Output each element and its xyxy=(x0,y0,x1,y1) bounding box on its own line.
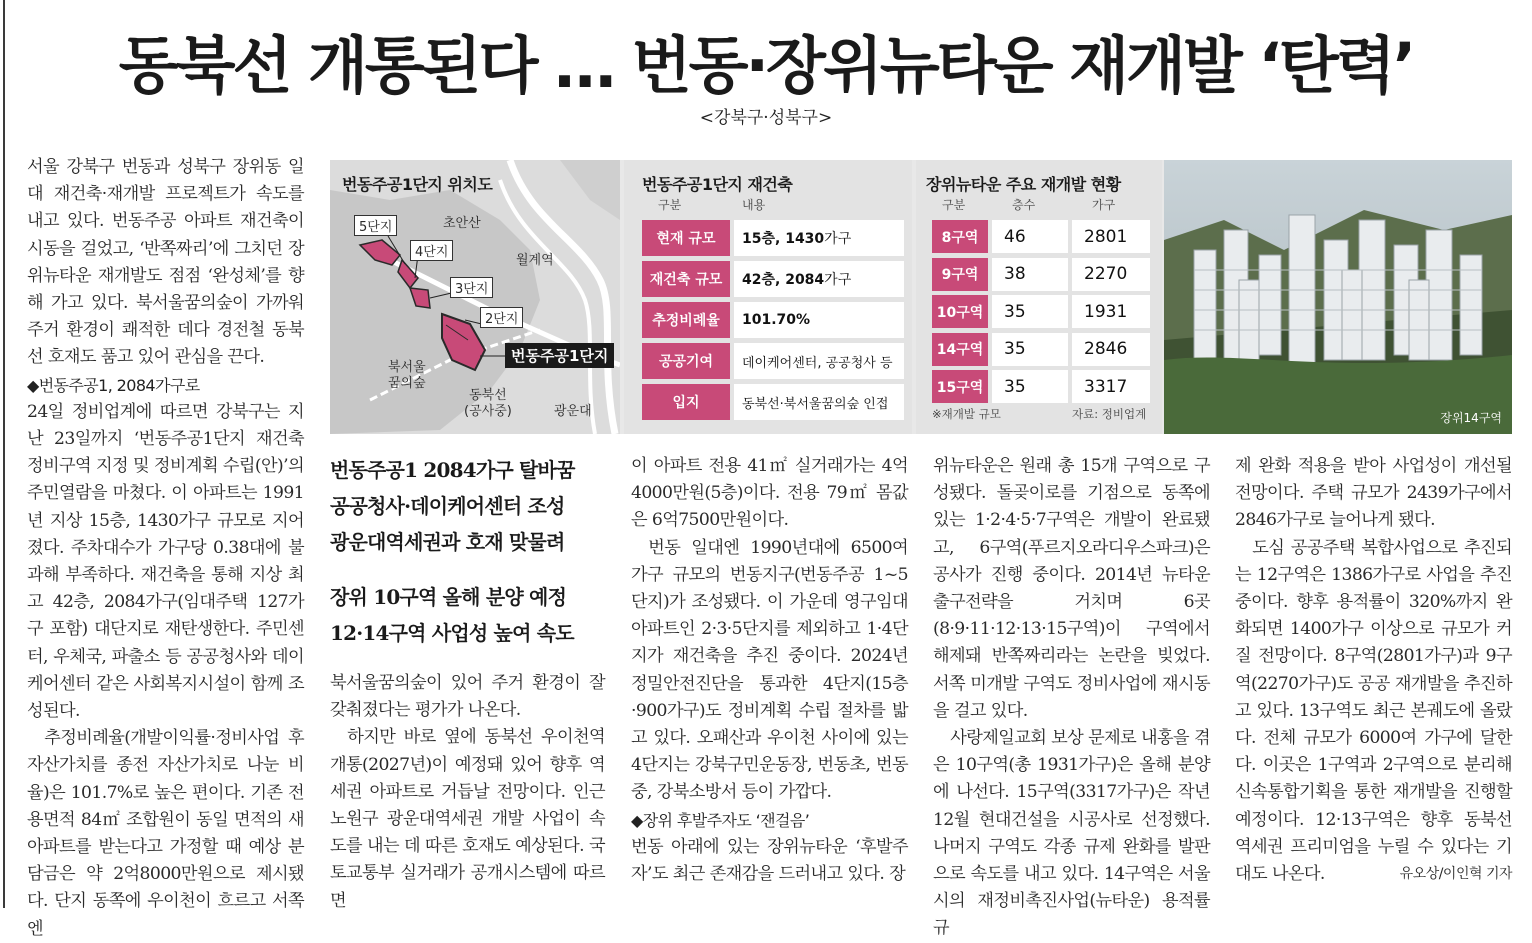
map-label-d4: 4단지 xyxy=(410,240,453,261)
section-subheading: ◆번동주공1, 2084가구로 xyxy=(27,375,200,395)
subdeck-line: 번동주공1 2084가구 탈바꿈 xyxy=(330,458,575,482)
rendering-illustration xyxy=(1164,160,1512,434)
rebuild-row-value-rest: 데이케어센터, 공공청사 등 xyxy=(742,355,893,371)
rebuild-table-panel xyxy=(624,160,912,434)
byline: 유오상/이인혁 기자 xyxy=(1399,866,1512,883)
rendering-photo xyxy=(1164,160,1512,434)
jangwi-floors-cell: 35 xyxy=(992,370,1068,403)
jangwi-zone-cell: 10구역 xyxy=(932,295,988,328)
paragraph: 하지만 바로 옆에 동북선 우이천역 개통(2027년)이 예정돼 있어 향후 역세권 아파트로 거듭날 전망이다. 인근 노원구 광운대역세권 개발 사업이 속도를 내는 데 따른 호재도 예상된다. 국토교통부 실거래가 공개시스템에 따르면 xyxy=(330,727,605,911)
map-label-d2: 2단지 xyxy=(480,307,523,328)
jangwi-units-cell: 2270 xyxy=(1072,258,1150,291)
rebuild-row-value-strong: 42층, 2084 xyxy=(742,272,825,288)
subheadlines xyxy=(330,452,600,651)
rebuild-header-content: 내용 xyxy=(742,198,766,212)
map-label-d3: 3단지 xyxy=(450,277,493,298)
paragraph: 번동 일대엔 1990년대에 6500여 가구 규모의 번동지구(번동주공 1~5단지)가 조성됐다. 이 가운데 영구임대 아파트인 2·3·5단지를 제외하고 1·4단지가 재건축을 추진 중이다. 2024년 정밀안전진단을 통과한 4단지(15층·900가구)도 정비계획 수립 절차를 밟고 있다. 오패산과 우이천 사이에 있는 4단지는 강북구민운동장, 번동초, 번동중, 강북소방서 등이 가깝다. xyxy=(631,537,908,803)
paragraph: 도심 공공주택 복합사업으로 추진되는 12구역은 1386가구로 사업을 추진 중이다. 향후 용적률이 320%까지 완화되면 1400가구 이상으로 규모가 커질 전망이다. 8구역(2801가구)과 9구역(2270가구)도 공공 재개발을 추진하고 있다. 13구역도 최근 본궤도에 올랐다. 전체 규모가 6000여 가구에 달한다. 이곳은 1구역과 2구역으로 분리해 신속통합기획을 통한 재개발을 진행할 예정이다. 12·13구역은 향후 동북선 역세권 프리미엄을 누릴 수 있다는 기대도 나온다. xyxy=(1235,537,1512,885)
subdeck-line: 광운대역세권과 호재 맞물려 xyxy=(330,530,565,554)
jangwi-header-zone: 구분 xyxy=(942,198,966,212)
page-edge-rule xyxy=(3,0,5,908)
map-label-dongbuk: 동북선 (공사중) xyxy=(464,388,512,419)
jangwi-units-cell: 3317 xyxy=(1072,370,1150,403)
map-label-choansan: 초안산 xyxy=(443,216,481,231)
subdeck-line: 공공청사·데이케어센터 조성 xyxy=(330,494,565,518)
article-column-5 xyxy=(1235,453,1512,888)
jangwi-zone-cell: 15구역 xyxy=(932,370,988,403)
rebuild-row-value xyxy=(734,302,904,338)
map-title: 번동주공1단지 위치도 xyxy=(342,175,493,194)
location-map xyxy=(330,160,620,434)
jangwi-note: ※재개발 규모 xyxy=(932,407,1001,421)
jangwi-title: 장위뉴타운 주요 재개발 현황 xyxy=(926,175,1121,194)
paragraph: 위뉴타운은 원래 총 15개 구역으로 구성됐다. 돌곶이로를 기점으로 동쪽에 있는 1·2·4·5·7구역은 개발이 완료됐고, 6구역(푸르지오라디우스파크)은 공사가 진행 중이다. 2014년 뉴타운 출구전략을 거치며 6곳(8·9·11·12·13·15구역)이 구역에서 해제돼 반쪽짜리라는 논란을 빚었다. 서쪽 미개발 구역도 정비사업에 재시동을 걸고 있다. xyxy=(933,456,1210,721)
info-graphic xyxy=(330,160,1512,434)
article-column-1 xyxy=(27,154,304,943)
rebuild-row-value xyxy=(734,261,904,297)
map-label-forest: 북서울 꿈의숲 xyxy=(388,360,426,391)
rebuild-row-value xyxy=(734,384,904,420)
photo-caption: 장위14구역 xyxy=(1440,411,1502,425)
jangwi-floors-cell: 46 xyxy=(992,220,1068,253)
paragraph: 번동 아래에 있는 장위뉴타운 ‘후발주자’도 최근 존재감을 드러내고 있다. 장 xyxy=(631,836,908,885)
jangwi-units-cell: 2846 xyxy=(1072,333,1150,366)
rebuild-row-value-strong: 15층, 1430 xyxy=(742,231,825,247)
rebuild-row-label: 현재 규모 xyxy=(642,220,730,256)
rebuild-row-value-rest: 가구 xyxy=(824,231,852,247)
jangwi-table-panel xyxy=(916,160,1162,434)
jangwi-units-cell: 2801 xyxy=(1072,220,1150,253)
map-label-wolgye: 월계역 xyxy=(516,253,554,268)
map-label-d5: 5단지 xyxy=(354,215,397,236)
map-label-d1: 번동주공1단지 xyxy=(505,343,614,368)
article-column-4 xyxy=(933,453,1210,943)
paragraph: 이 아파트 전용 41㎡ 실거래가는 4억4000만원(5층)이다. 전용 79㎡ 몸값은 6억7500만원이다. xyxy=(631,456,908,531)
rebuild-row-label: 입지 xyxy=(642,384,730,420)
paragraph: 제 완화 적용을 받아 사업성이 개선될 전망이다. 주택 규모가 2439가구에서 2846가구로 늘어나게 됐다. xyxy=(1235,456,1512,531)
article-column-2 xyxy=(330,670,605,915)
jangwi-zone-cell: 14구역 xyxy=(932,333,988,366)
rebuild-row-label: 재건축 규모 xyxy=(642,261,730,297)
jangwi-floors-cell: 35 xyxy=(992,295,1068,328)
article-column-3 xyxy=(631,453,908,888)
jangwi-units-cell: 1931 xyxy=(1072,295,1150,328)
rebuild-row-value xyxy=(734,343,904,379)
rebuild-row-value xyxy=(734,220,904,256)
rebuild-row-value-rest: 가구 xyxy=(824,272,852,288)
rebuild-row-value-rest: 동북선·북서울꿈의숲 인접 xyxy=(742,396,889,412)
jangwi-floors-cell: 38 xyxy=(992,258,1068,291)
paragraph: 24일 정비업계에 따르면 강북구는 지난 23일까지 ‘번동주공1단지 재건축 정비구역 지정 및 정비계획 수립(안)’의 주민열람을 마쳤다. 이 아파트는 1991년 지상 15층, 1430가구 규모로 지어졌다. 주차대수가 가구당 0.38대에 불과해 부족하다. 재건축을 통해 지상 최고 42층, 2084가구(임대주택 127가구 포함) 대단지로 재탄생한다. 주민센터, 우체국, 파출소 등 공공청사와 데이케어센터 같은 사회복지시설이 함께 조성된다. xyxy=(27,401,304,722)
jangwi-zone-cell: 9구역 xyxy=(932,258,988,291)
region-label: <강북구·성북구> xyxy=(699,108,833,128)
subdeck-line: 장위 10구역 올해 분양 예정 xyxy=(330,585,567,609)
paragraph: 사랑제일교회 보상 문제로 내홍을 겪은 10구역(총 1931가구)은 올해 분양에 나선다. 15구역(3317가구)은 작년 12월 현대건설을 시공사로 선정했다. 나머지 구역도 각종 규제 완화를 발판으로 속도를 내고 있다. 14구역은 서울시의 재정비촉진사업(뉴타운) 용적률 규 xyxy=(933,728,1210,939)
jangwi-floors-cell: 35 xyxy=(992,333,1068,366)
jangwi-source: 자료: 정비업계 xyxy=(1072,407,1147,421)
paragraph: 북서울꿈의숲이 있어 주거 환경이 잘 갖춰졌다는 평가가 나온다. xyxy=(330,673,605,721)
jangwi-header-units: 가구 xyxy=(1092,198,1116,212)
rebuild-row-value-strong: 101.70% xyxy=(742,312,811,328)
jangwi-zone-cell: 8구역 xyxy=(932,220,988,253)
rebuild-row-label: 공공기여 xyxy=(642,343,730,379)
map-label-gwangun: 광운대 xyxy=(554,404,592,419)
section-subheading: ◆장위 후발주자도 ‘잰걸음’ xyxy=(631,810,810,830)
jangwi-header-floors: 층수 xyxy=(1012,198,1036,212)
rebuild-header-category: 구분 xyxy=(658,198,682,212)
paragraph: 서울 강북구 번동과 성북구 장위동 일대 재건축·재개발 프로젝트가 속도를 내고 있다. 번동주공 아파트 재건축이 시동을 걸었고, ‘반쪽짜리’에 그치던 장위뉴타운 재개발도 점점 ‘완성체’를 향해 가고 있다. 북서울꿈의숲이 가까워 주거 환경이 쾌적한 데다 경전철 동북선 호재도 품고 있어 관심을 끈다. xyxy=(27,157,304,368)
rebuild-row-label: 추정비례율 xyxy=(642,302,730,338)
subdeck-line: 12·14구역 사업성 높여 속도 xyxy=(330,621,574,645)
paragraph: 추정비례율(개발이익률·정비사업 후 자산가치를 종전 자산가치로 나눈 비율)은 101.7%로 높은 편이다. 기존 전용면적 84㎡ 조합원이 동일 면적의 새 아파트를 받는다고 가정할 때 예상 분담금은 약 2억8000만원으로 제시됐다. 단지 동쪽에 우이천이 흐르고 서쪽엔 xyxy=(27,728,304,939)
headline: 동북선 개통된다 … 번동·장위뉴타운 재개발 ‘탄력’ xyxy=(118,29,1414,102)
rebuild-title: 번동주공1단지 재건축 xyxy=(642,175,793,194)
